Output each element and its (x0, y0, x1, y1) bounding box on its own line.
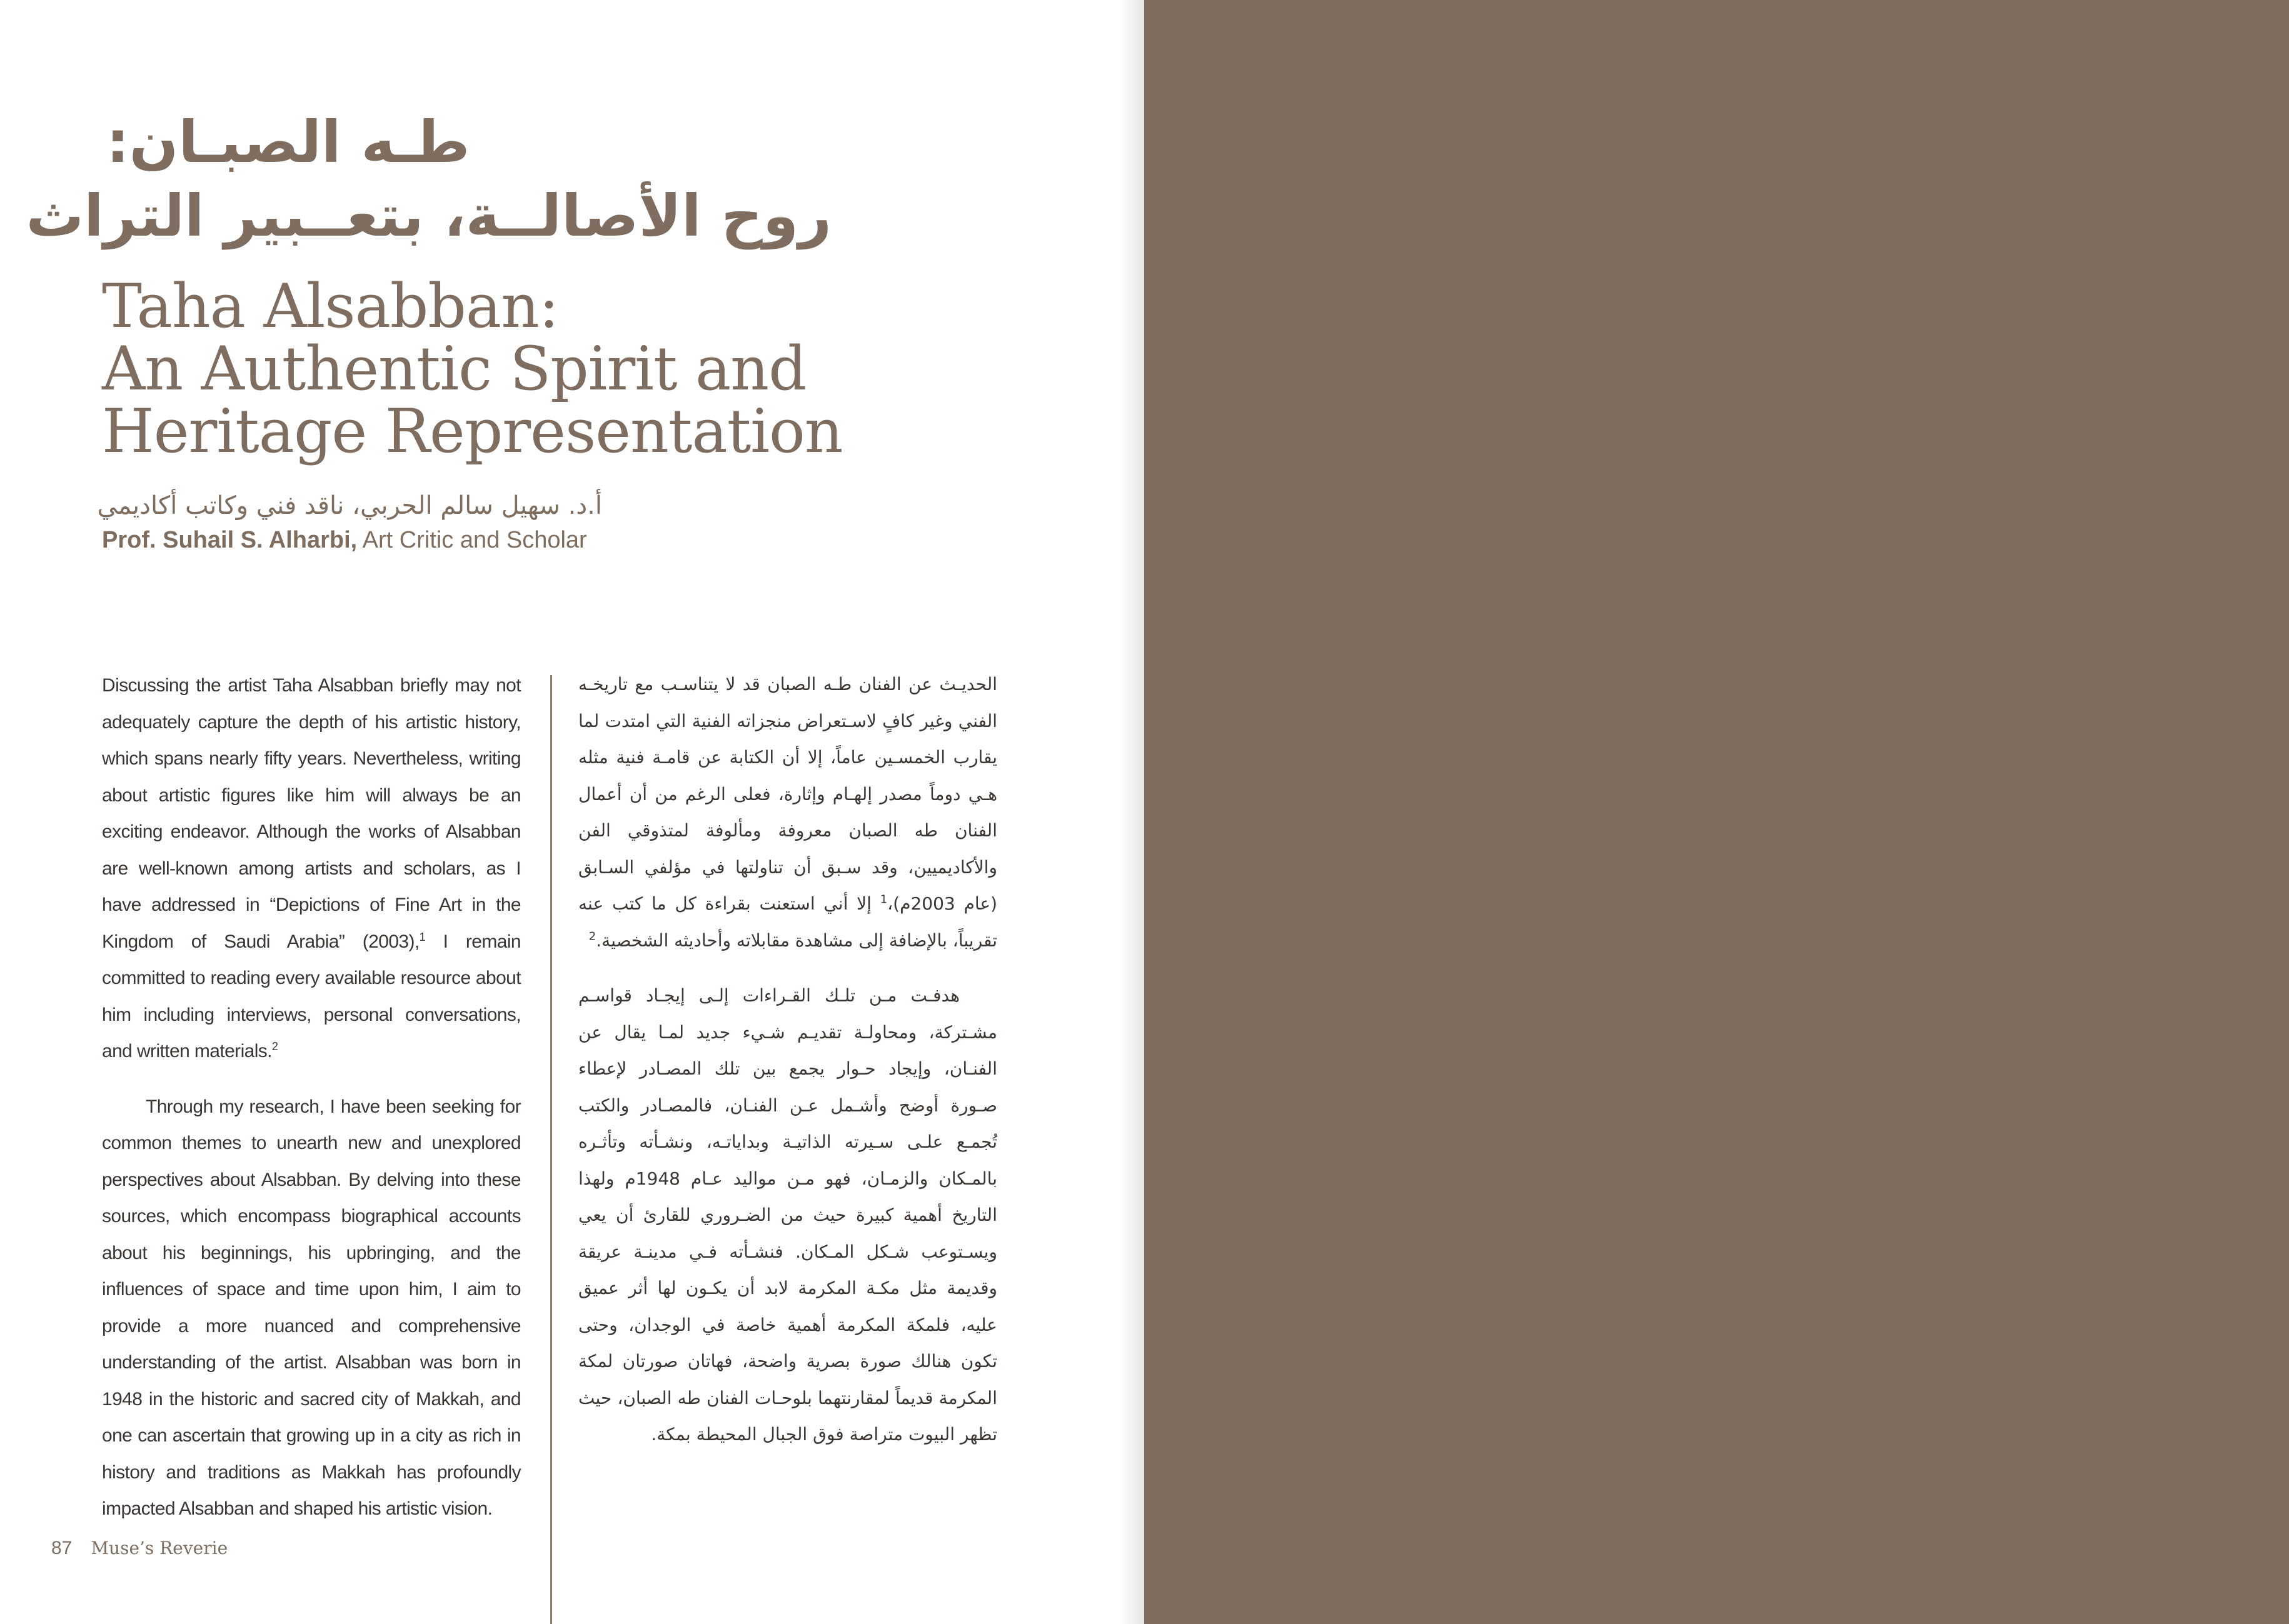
title-english-line1: Taha Alsabban: (102, 271, 559, 341)
english-paragraph-1-text-cont: I remain committed to reading every available resource about him including interviews, personal conversations, and written materials. (102, 931, 521, 1061)
byline-arabic: أ.د. سهيل سالم الحربي، ناقد فني وكاتب أكاديمي (97, 491, 602, 520)
page-number: 87 (51, 1538, 73, 1558)
gutter-shadow (1119, 0, 1144, 1624)
magazine-name: Muse’s Reverie (91, 1538, 228, 1558)
title-english-line2: An Authentic Spirit and (102, 334, 807, 404)
title-english (102, 271, 915, 466)
footnote-ref-2: 2 (271, 1040, 278, 1053)
author-name: Prof. Suhail S. Alharbi, (102, 527, 358, 553)
arabic-paragraph-1 (578, 666, 997, 959)
page-footer (51, 1538, 228, 1559)
arabic-paragraph-1-text-cont: إلا أني استعنت بقراءة كل ما كتب عنه تقريباً، بالإضافة إلى مشاهدة مقابلاته وأحاديثه الشخصية. (578, 893, 997, 951)
title-arabic-line2: روح الأصالــة، بتعــبير التراث (26, 183, 832, 249)
english-paragraph-1 (102, 668, 521, 1070)
english-body-column (102, 668, 521, 1528)
title-arabic-line1: طـه الصبـان: (106, 109, 470, 176)
english-paragraph-2: Through my research, I have been seeking for common themes to unearth new and unexplored perspectives about Alsabban. By delving into these sources, which encompass biographical accounts about his beginnings, his upbringing, and the influences of space and time upon him, I aim to provide a more nuanced and comprehensive understanding of the artist. Alsabban was born in 1948 in the historic and sacred city of Makkah, and one can ascertain that growing up in a city as rich in history and traditions as Makkah has profoundly impacted Alsabban and shaped his artistic vision. (102, 1096, 521, 1519)
arabic-footnote-ref-1: 1 (880, 893, 888, 906)
byline-english (102, 525, 587, 555)
author-role: Art Critic and Scholar (362, 527, 587, 553)
arabic-body-column (578, 666, 997, 1453)
english-paragraph-1-text: Discussing the artist Taha Alsabban briefly may not adequately capture the depth of his artistic history, which spans nearly fifty years. Nevertheless, writing about artistic figures like him will always be an exciting endeavor. Although the works of Alsabban are well-known among artists and scholars, as I have addressed in “Depictions of Fine Art in the Kingdom of Saudi Arabia” (2003), (102, 675, 521, 952)
footnote-ref-1: 1 (419, 930, 426, 943)
left-page (0, 0, 1144, 1624)
right-page-color-block (1144, 0, 2289, 1624)
arabic-paragraph-1-text: الحديـث عن الفنان طـه الصبان قد لا يتناسـب مع تاريخـه الفني وغير كافٍ لاسـتعراض منجزاته الفنية التي امتدت لما يقارب الخمسـين عاماً، إلا أن الكتابة عن قامـة فنية مثله هـي دوماً مصدر إلهـام وإثارة، فعلى الرغم من أن أعمال الفنان طه الصبان معروفة ومألوفة لمتذوقي الفن والأكاديميين، وقد سـبق أن تناولتها في مؤلفي السـابق (عام 2003م)، (578, 674, 997, 914)
column-divider (550, 675, 552, 1624)
arabic-paragraph-2: هدفـت مـن تلـك القـراءات إلـى إيجـاد قواسـم مشـتركة، ومحاولـة تقديـم شـيء جديد لمـا يقال عن الفنـان، وإيجاد حـوار يجمع بين تلك المصـادر لإعطاء صـورة أوضح وأشـمل عـن الفنـان، فالمصـادر والكتب تُجمـع علـى سـيرته الذاتيـة وبداياتـه، ونشـأته وتأثـره بالمـكان والزمـان، فهو مـن مواليد عـام 1948م ولهذا التاريخ أهمية كبيرة حيث من الضـروري للقارئ أن يعي ويسـتوعب شـكل المـكان. فنشـأته فـي مدينـة عريقة وقديمة مثل مكـة المكرمة لابد أن يكـون لها أثر عميق عليه، فلمكة المكرمة أهمية خاصة في الوجدان، وحتى تكون هنالك صورة بصرية واضحة، فهاتان صورتان لمكة المكرمة قديماً لمقارنتهما بلوحـات الفنان طه الصبان، حيث تظهر البيوت متراصة فوق الجبال المحيطة بمكة. (578, 985, 997, 1445)
title-english-line3: Heritage Representation (102, 396, 843, 466)
arabic-footnote-ref-2: 2 (588, 930, 596, 943)
